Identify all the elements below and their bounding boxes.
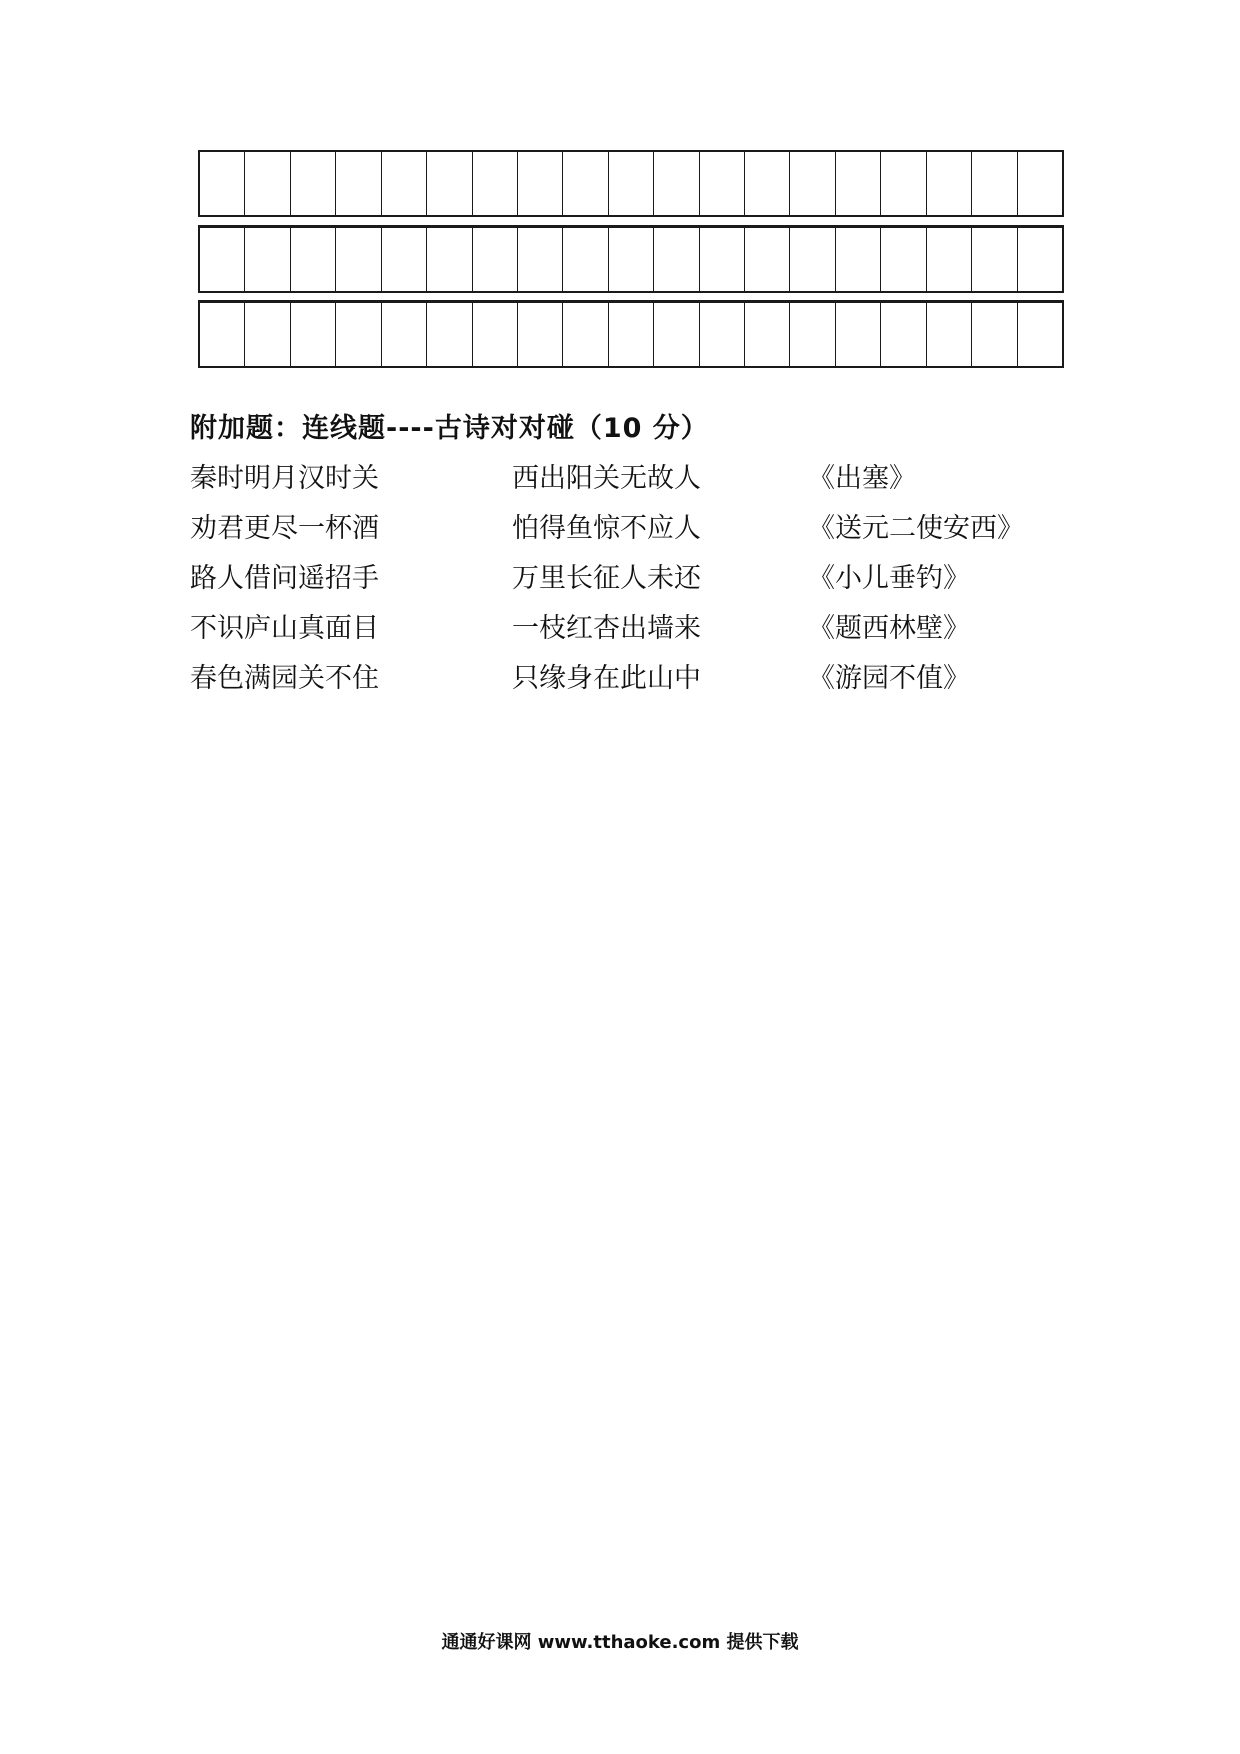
grid-cell [1018,303,1062,366]
grid-cell [245,152,290,215]
footer-source: 通通好课网 www.tthaoke.com 提供下载 [441,1632,799,1653]
matching-row [0,606,1240,646]
grid-cell [245,228,290,291]
writing-grid-row-2 [198,226,1064,293]
grid-cell [473,303,518,366]
grid-cell [473,228,518,291]
first-line: 不识庐山真面目 [190,613,379,644]
grid-cell [291,228,336,291]
matching-row [0,556,1240,596]
grid-cell [563,303,608,366]
matching-row [0,656,1240,696]
grid-cell [700,303,745,366]
grid-cell [200,228,245,291]
grid-cell [518,152,563,215]
grid-cell [427,228,472,291]
grid-cell [609,228,654,291]
grid-cell [427,152,472,215]
grid-cell [790,152,835,215]
grid-cell [836,228,881,291]
grid-cell [473,152,518,215]
grid-cell [745,228,790,291]
grid-cell [1018,228,1062,291]
second-line: 只缘身在此山中 [512,663,701,694]
matching-row [0,506,1240,546]
poem-title: 《题西林壁》 [808,613,970,644]
grid-cell [563,228,608,291]
grid-cell [881,303,926,366]
grid-cell [382,228,427,291]
second-line: 一枝红杏出墙来 [512,613,701,644]
grid-cell [609,152,654,215]
grid-cell [745,152,790,215]
poem-title: 《小儿垂钓》 [808,563,970,594]
grid-cell [382,303,427,366]
grid-cell [518,303,563,366]
grid-cell [836,152,881,215]
first-line: 路人借问遥招手 [190,563,379,594]
writing-grid-row-3 [198,301,1064,368]
grid-cell [427,303,472,366]
poem-title: 《出塞》 [808,463,916,494]
grid-cell [881,152,926,215]
grid-cell [563,152,608,215]
grid-cell [654,303,699,366]
grid-cell [790,228,835,291]
grid-cell [200,303,245,366]
grid-cell [927,303,972,366]
grid-cell [790,303,835,366]
section-title: 附加题：连线题----古诗对对碰（10 分） [190,413,709,444]
second-line: 西出阳关无故人 [512,463,701,494]
grid-cell [972,228,1017,291]
grid-cell [609,303,654,366]
grid-cell [1018,152,1062,215]
grid-cell [836,303,881,366]
grid-cell [745,303,790,366]
second-line: 怕得鱼惊不应人 [512,513,701,544]
writing-grid-row-1 [198,150,1064,217]
first-line: 春色满园关不住 [190,663,379,694]
grid-cell [972,303,1017,366]
grid-cell [654,228,699,291]
first-line: 秦时明月汉时关 [190,463,379,494]
grid-cell [881,228,926,291]
grid-cell [927,152,972,215]
first-line: 劝君更尽一杯酒 [190,513,379,544]
matching-row [0,456,1240,496]
second-line: 万里长征人未还 [512,563,701,594]
grid-cell [382,152,427,215]
grid-cell [200,152,245,215]
grid-cell [291,303,336,366]
grid-cell [700,228,745,291]
poem-title: 《送元二使安西》 [808,513,1024,544]
grid-cell [291,152,336,215]
grid-cell [518,228,563,291]
grid-cell [972,152,1017,215]
grid-cell [700,152,745,215]
grid-cell [245,303,290,366]
grid-cell [336,152,381,215]
grid-cell [336,303,381,366]
grid-cell [336,228,381,291]
grid-cell [654,152,699,215]
poem-title: 《游园不值》 [808,663,970,694]
grid-cell [927,228,972,291]
